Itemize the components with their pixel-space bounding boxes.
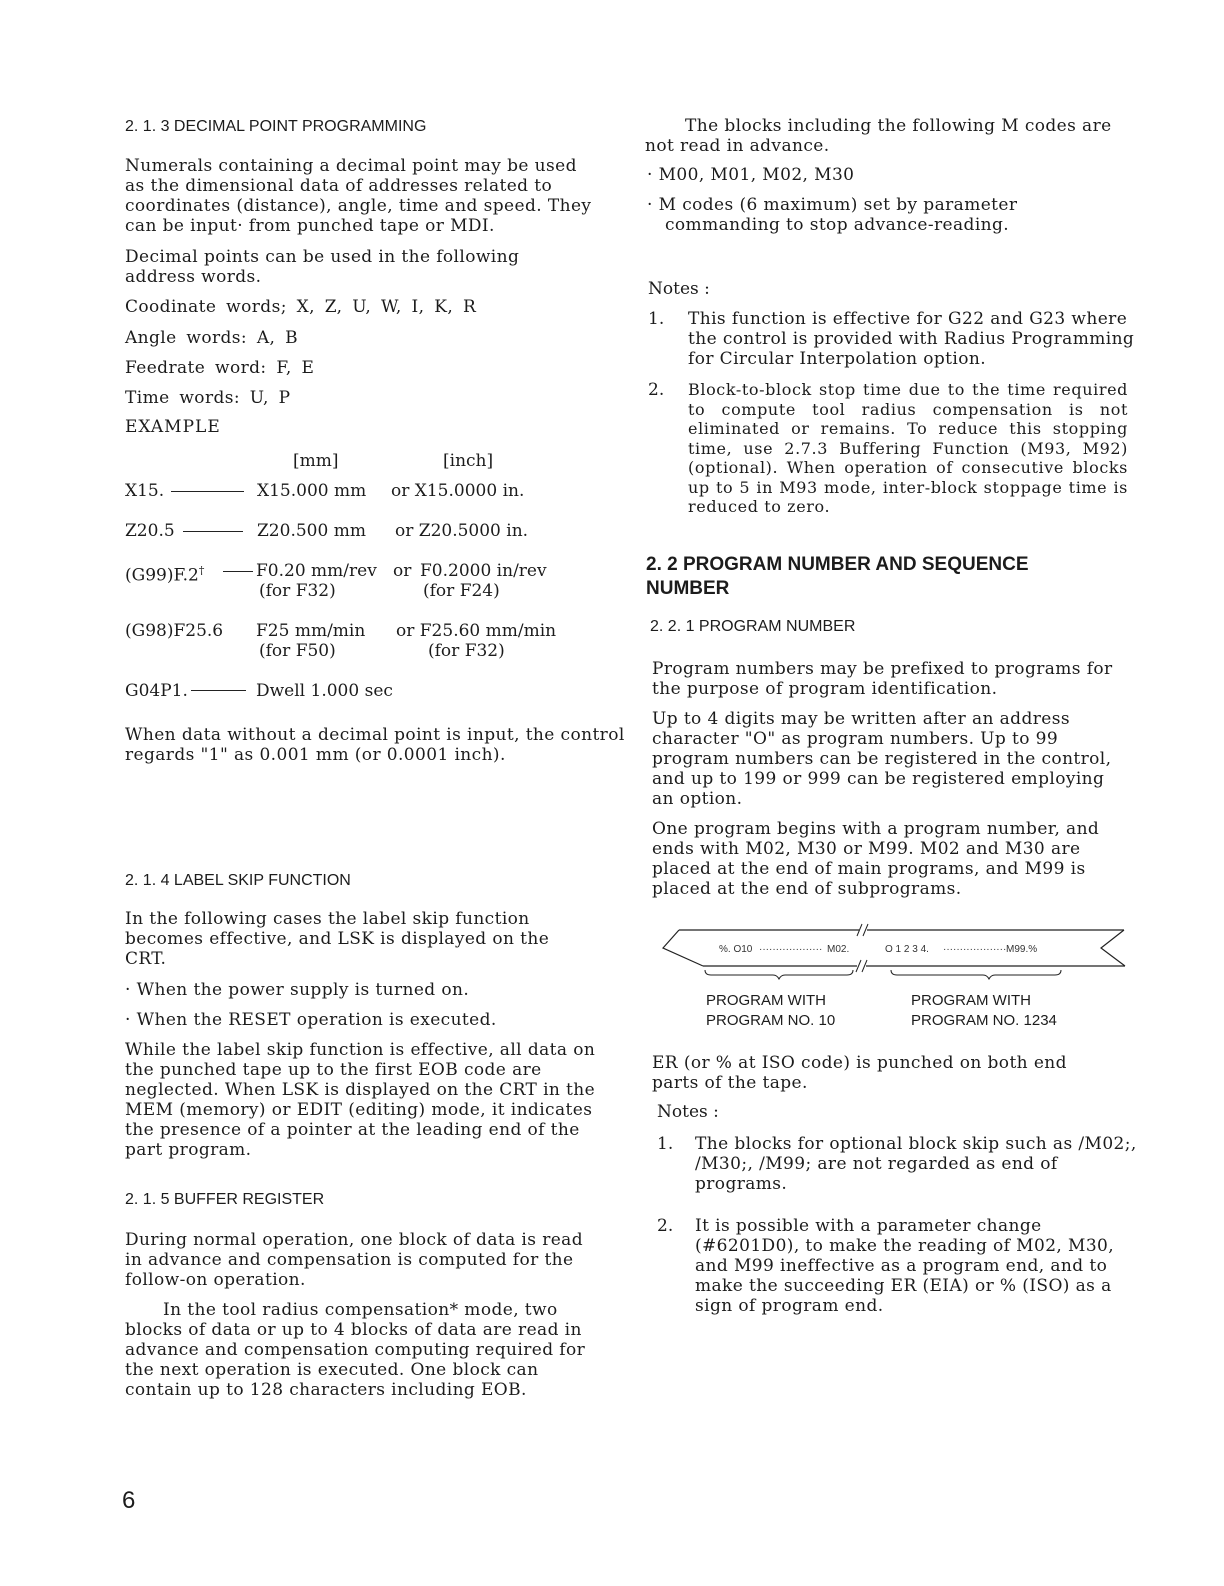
example-input: (G99)F.2† (125, 564, 205, 586)
paragraph: The blocks including the following M codes are not read in advance. (645, 116, 1112, 156)
angle-words: Angle words: A, B (125, 328, 299, 348)
example-result: Dwell 1.000 sec (256, 681, 393, 701)
unit-header-inch: [inch] (443, 451, 494, 471)
arrow-dash (223, 571, 253, 572)
paragraph: During normal operation, one block of data is read in advance and compensation is computed for the follow-on operation. (125, 1230, 583, 1290)
arrow-dash (191, 690, 246, 691)
unit-header-mm: [mm] (293, 451, 339, 471)
tape-dots: ··················· (943, 944, 1007, 955)
example-mm: X15.000 mm (257, 481, 367, 501)
paragraph: ER (or % at ISO code) is punched on both end parts of the tape. (652, 1053, 1067, 1093)
paragraph: While the label skip function is effective, all data on the punched tape up to the first EOB code are neglected. When LSK is displayed on the CRT in the MEM (memory) or EDIT (editing) mode, it indicates the presence of a pointer at the leading end of the part program. (125, 1040, 596, 1160)
bullet-item: · M codes (6 maximum) set by parameter commanding to stop advance-reading. (647, 195, 1018, 235)
note-text: This function is effective for G22 and G23 where the control is provided with Radius Programming for Circular Interpolation option. (688, 309, 1135, 369)
brace (705, 970, 853, 979)
note-text: It is possible with a parameter change (#6201D0), to make the reading of M02, M30, and M99 ineffective as a program end, and to make the succeeding ER (EIA) or % (ISO) as a sign of program end. (695, 1216, 1115, 1316)
time-words: Time words: U, P (125, 388, 291, 408)
example-mm: F0.20 mm/rev (256, 561, 377, 581)
paragraph: Decimal points can be used in the following address words. (125, 247, 520, 287)
paragraph: When data without a decimal point is input, the control regards "1" as 0.001 mm (or 0.0001 inch). (125, 725, 625, 765)
paragraph: Up to 4 digits may be written after an address character "O" as program numbers. Up to 99 program numbers can be registered in the control, and up to 199 or 999 can be registered employing an option. (652, 709, 1112, 809)
paragraph: Program numbers may be prefixed to programs for the purpose of program identification. (652, 659, 1113, 699)
note-number: 2. (657, 1216, 674, 1236)
caption-line: PROGRAM NO. 1234 (911, 1012, 1057, 1029)
paragraph: In the tool radius compensation* mode, two blocks of data or up to 4 blocks of data are read in advance and compensation computing required for the next operation is executed. One block can contain up to 128 characters including EOB. (125, 1300, 586, 1400)
example-input: Z20.5 (125, 521, 175, 541)
example-inch: or F25.60 mm/min (396, 621, 557, 641)
example-mm: Z20.500 mm (257, 521, 366, 541)
note-number: 1. (657, 1134, 674, 1154)
example-or: or (393, 561, 412, 581)
arrow-dash (183, 531, 243, 532)
section-heading-2-2-1: 2. 2. 1 PROGRAM NUMBER (650, 618, 856, 635)
note-number: 1. (648, 309, 665, 329)
note-number: 2. (648, 380, 665, 400)
section-heading-2-2 (646, 553, 1029, 601)
tape-segment: %. O10 (719, 944, 753, 955)
caption-line: PROGRAM NO. 10 (706, 1012, 836, 1029)
example-note: (for F32) (428, 641, 505, 661)
note-text: Block-to-block stop time due to the time required to compute tool radius compensation is not eliminated or remains. To reduce this stopping time, use 2.7.3 Buffering Function (M93, M92) (optional). When operation of consecutive blocks up to 5 in M93 mode, inter-block stoppage time is reduced to zero. (688, 380, 1128, 516)
example-inch: F0.2000 in/rev (420, 561, 547, 581)
example-label: EXAMPLE (125, 417, 221, 437)
example-input: (G98)F25.6 (125, 621, 224, 641)
heading-line: 2. 2 PROGRAM NUMBER AND SEQUENCE (646, 554, 1029, 575)
paragraph: In the following cases the label skip function becomes effective, and LSK is displayed on the CRT. (125, 909, 550, 969)
heading-line: NUMBER (646, 578, 730, 599)
example-input: X15. (125, 481, 165, 501)
section-heading-2-1-5: 2. 1. 5 BUFFER REGISTER (125, 1191, 325, 1208)
section-heading-2-1-3: 2. 1. 3 DECIMAL POINT PROGRAMMING (125, 118, 427, 135)
notes-label: Notes : (657, 1102, 719, 1122)
tape-diagram (659, 922, 1129, 980)
coordinate-words: Coodinate words; X, Z, U, W, I, K, R (125, 297, 477, 317)
example-inch: or Z20.5000 in. (395, 521, 529, 541)
bullet-item: · When the RESET operation is executed. (125, 1010, 497, 1030)
page-number: 6 (122, 1487, 136, 1514)
arrow-dash (171, 491, 244, 492)
tape-segment: O 1 2 3 4. (885, 944, 929, 955)
section-heading-2-1-4: 2. 1. 4 LABEL SKIP FUNCTION (125, 872, 351, 889)
example-note: (for F24) (423, 581, 500, 601)
bullet-item: · M00, M01, M02, M30 (647, 165, 855, 185)
example-inch: or X15.0000 in. (391, 481, 525, 501)
footnote-mark: † (198, 564, 205, 577)
tape-end-right (1101, 930, 1125, 966)
feedrate-word: Feedrate word: F, E (125, 358, 315, 378)
tape-dots: ··················· (759, 944, 823, 955)
example-input: G04P1. (125, 681, 188, 701)
example-note: (for F50) (259, 641, 336, 661)
bullet-item: · When the power supply is turned on. (125, 980, 470, 1000)
tape-end-left (663, 930, 703, 966)
tape-segment: M02. (827, 944, 850, 955)
caption-line: PROGRAM WITH (706, 992, 826, 1009)
brace (891, 970, 1061, 979)
paragraph: Numerals containing a decimal point may be used as the dimensional data of addresses related to coordinates (distance), angle, time and speed. They can be input· from punched tape or MDI. (125, 156, 592, 236)
tape-break-mark (856, 960, 867, 972)
caption-line: PROGRAM WITH (911, 992, 1031, 1009)
tape-caption-1 (706, 991, 835, 1031)
tape-segment: M99.% (1006, 944, 1038, 955)
notes-label: Notes : (648, 279, 710, 299)
tape-caption-2 (911, 991, 1057, 1031)
example-note: (for F32) (259, 581, 336, 601)
note-text: The blocks for optional block skip such as /M02;, /M30;, /M99; are not regarded as end of programs. (695, 1134, 1137, 1194)
example-mm: F25 mm/min (256, 621, 366, 641)
paragraph: One program begins with a program number, and ends with M02, M30 or M99. M02 and M30 are placed at the end of main programs, and M99 is placed at the end of subprograms. (652, 819, 1100, 899)
